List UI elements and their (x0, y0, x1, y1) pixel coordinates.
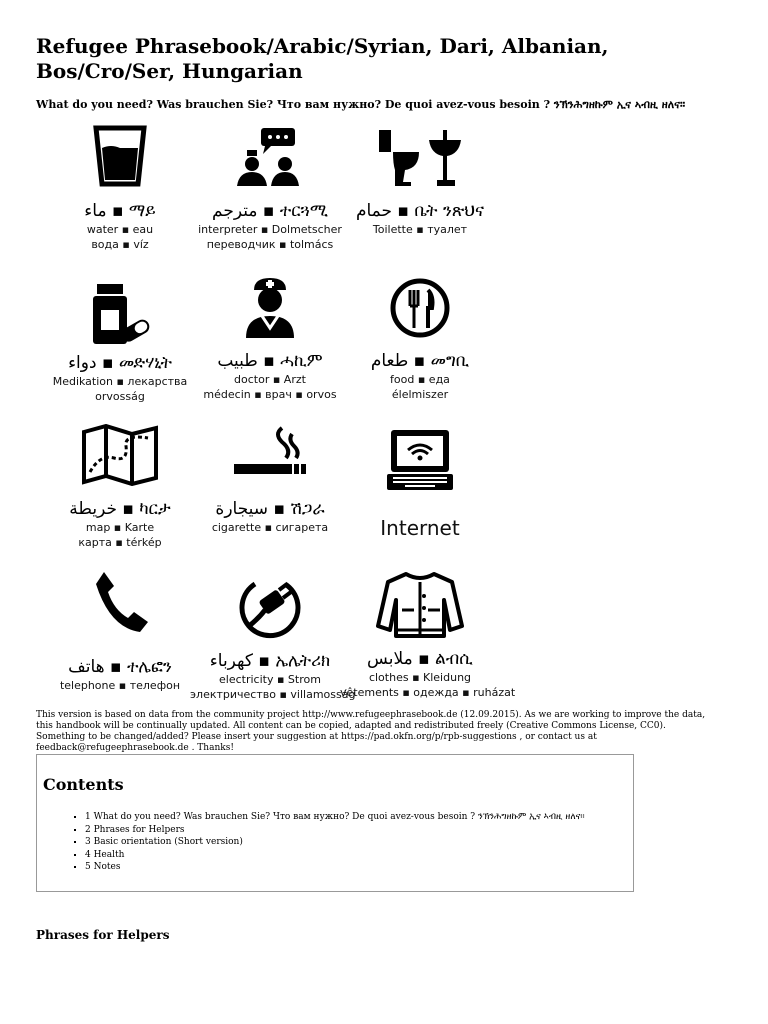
phrase-script: طبيب ▪ ሓኪም (217, 351, 323, 371)
table-of-contents (36, 754, 634, 892)
phrase-card-medication (40, 282, 200, 404)
contents-link[interactable]: 5 Notes (85, 862, 121, 872)
contents-item (85, 849, 585, 862)
phrase-script: خريطة ▪ ካርታ (69, 499, 171, 519)
phrase-translation: doctor ▪ Arzt (234, 373, 306, 386)
phrase-script: حمام ▪ ቤት ንጽህና (355, 201, 485, 221)
phrase-translation: médecin ▪ врач ▪ orvos (203, 388, 337, 401)
phrase-translation: карта ▪ térkép (78, 536, 162, 549)
phrase-translation: food ▪ еда (390, 373, 450, 386)
contents-item (85, 861, 585, 874)
phrase-translation: переводчик ▪ tolmács (206, 238, 334, 251)
toilet-icon (375, 124, 465, 188)
phrase-translation: Medikation ▪ лекарства (52, 375, 188, 388)
section-subtitle: What do you need? Was brauchen Sie? Что вам нужно? De quoi avez-vous besoin ? ንኽንሕግዘኩም ኢና ኣብዚ ዘለና። (36, 98, 686, 111)
phrase-card-toilet (340, 124, 500, 237)
food-icon (388, 276, 452, 340)
contents-item (85, 824, 585, 837)
phrase-card-doctor (190, 276, 350, 402)
phrase-card-internet (340, 428, 500, 540)
phrase-script: ماء ▪ ማይ (84, 201, 156, 221)
phrase-translation: élelmiszer (391, 388, 449, 401)
page-title: Refugee Phrasebook/Arabic/Syrian, Dari, Albanian, Bos/Cro/Ser, Hungarian (36, 34, 609, 83)
phrase-script: ملابس ▪ ልብሲ (367, 649, 473, 669)
phrase-card-telephone (40, 570, 200, 693)
section-heading: Phrases for Helpers (36, 928, 170, 942)
phrase-card-cigarette (190, 424, 350, 535)
contents-item (85, 811, 585, 824)
phrase-translation: interpreter ▪ Dolmetscher (198, 223, 342, 236)
contents-heading: Contents (43, 775, 124, 794)
phrase-script: دواء ▪ መድሃኒት (68, 353, 172, 373)
phrase-card-electricity (190, 574, 356, 702)
phrase-script: هاتف ▪ ተሌፎን (68, 657, 172, 677)
contents-link[interactable]: 2 Phrases for Helpers (85, 824, 185, 835)
phrase-translation: vêtements ▪ одежда ▪ ruházat (340, 686, 516, 699)
phrase-script: مترجم ▪ ተርጓሚ (212, 201, 328, 221)
phrase-card-interpreter (190, 124, 350, 252)
jacket-icon (376, 570, 464, 640)
phrase-translation: telephone ▪ телефон (59, 679, 181, 692)
contents-list (71, 811, 585, 874)
medication-icon (87, 282, 153, 348)
phrase-translation: вода ▪ víz (91, 238, 149, 251)
map-icon (80, 424, 160, 486)
doctor-icon (240, 276, 300, 340)
phrase-translation: orvosság (95, 390, 145, 403)
glass-of-water-icon (90, 124, 150, 188)
phrase-card-water (40, 124, 200, 252)
phrase-translation: electricity ▪ Strom (219, 673, 321, 686)
laptop-wifi-icon (385, 428, 455, 492)
contents-item (85, 836, 585, 849)
source-note: This version is based on data from the community project http://www.refugeephrasebook.de (12.09.2015). As we are working to improve the data, this handbook will be continually updated. All content can be copied, adapted and redistributed freely (Creative Commons License, CC0). Something to be changed/added? Please insert your suggestion at https://pad.okfn.org/p/rpb-suggestions , or contact us at feedback@refugeephrasebook.de . Thanks! (36, 710, 706, 753)
telephone-icon (90, 570, 150, 636)
phrase-card-food (340, 276, 500, 402)
contents-link[interactable]: 1 What do you need? Was brauchen Sie? Что вам нужно? De quoi avez-vous besoin ? ንኽንሕግዘኩም ኢና ኣብዚ ዘለና። (85, 812, 585, 822)
electric-plug-icon (235, 574, 305, 640)
contents-link[interactable]: 4 Health (85, 849, 125, 860)
cigarette-icon (230, 424, 310, 486)
phrase-script: سيجارة ▪ ሽጋራ (215, 499, 325, 519)
phrase-translation: cigarette ▪ сигарета (211, 521, 329, 534)
phrase-translation: Internet (380, 516, 460, 540)
contents-link[interactable]: 3 Basic orientation (Short version) (85, 837, 243, 847)
phrase-script: كهرباء ▪ ኤሌትሪክ (209, 651, 331, 671)
phrase-card-clothes (340, 570, 516, 700)
phrase-translation: map ▪ Karte (85, 521, 155, 534)
phrase-card-map (40, 424, 200, 550)
phrase-translation: water ▪ eau (86, 223, 154, 236)
phrase-script: طعام ▪ መግቢ (370, 351, 470, 371)
phrase-translation: clothes ▪ Kleidung (368, 671, 472, 684)
phrase-translation: Toilette ▪ туалет (372, 223, 468, 236)
interpreter-icon (235, 124, 305, 188)
phrase-translation: электричество ▪ villamosság (190, 688, 356, 701)
